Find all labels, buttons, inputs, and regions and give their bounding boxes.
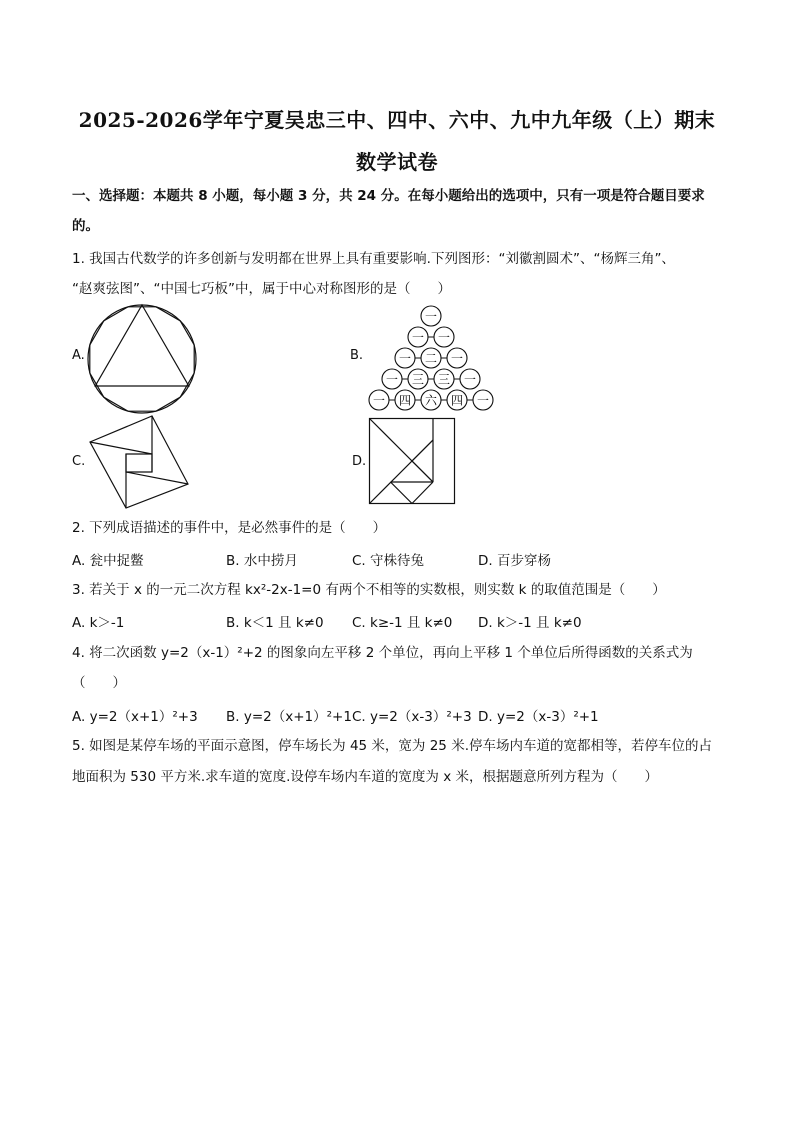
q1-stem-line1: 1. 我国古代数学的许多创新与发明都在世界上具有重要影响.下列图形：“刘徽割圆术”、“杨辉三角”、 (72, 251, 675, 267)
yanghui-node-label: 一 (476, 393, 490, 408)
yanghui-node-label: 一 (463, 372, 477, 387)
yanghui-node-label: 一 (450, 351, 464, 366)
yanghui-node-label: 一 (411, 330, 425, 345)
section1-instructions: 一、选择题：本题共 8 小题，每小题 3 分，共 24 分。在每小题给出的选项中，只有一项是符合题目要求 (72, 188, 705, 204)
yanghui-node-label: 二 (424, 351, 438, 366)
q2-option-c: C. 守株待兔 (352, 553, 425, 569)
q5-stem-line1: 5. 如图是某停车场的平面示意图，停车场长为 45 米，宽为 25 米.停车场内车道的宽都相等，若停车位的占 (72, 738, 712, 754)
yanghui-node-label: 六 (424, 393, 438, 408)
q1-option-c-label: C. (72, 454, 86, 469)
yanghui-node-label: 四 (450, 393, 464, 408)
q1-option-b-label: B. (350, 348, 364, 363)
q2-option-a: A. 瓮中捉鳖 (72, 553, 144, 569)
q1-option-d-label: D. (352, 454, 367, 469)
q3-option-a: A. k＞-1 (72, 615, 125, 631)
section1-instructions-cont: 的。 (72, 218, 99, 234)
yanghui-node-label: 一 (385, 372, 399, 387)
yanghui-figure (366, 305, 496, 413)
q4-option-b: B. y=2（x+1）²+1 (226, 709, 352, 725)
q2-stem: 2. 下列成语描述的事件中，是必然事件的是（ ） (72, 520, 387, 536)
yanghui-node-label: 四 (398, 393, 412, 408)
q2-option-b: B. 水中捞月 (226, 553, 298, 569)
q4-option-a: A. y=2（x+1）²+3 (72, 709, 198, 725)
q3-option-c: C. k≥-1 且 k≠0 (352, 615, 453, 631)
zhaoshuang-figure (88, 414, 190, 510)
yanghui-node-label: 一 (437, 330, 451, 345)
exam-title-line1: 2025-2026学年宁夏吴忠三中、四中、六中、九中九年级（上）期末 (78, 108, 716, 132)
zhaoshuang-outer-square (90, 416, 188, 508)
q4-stem-cont: （ ） (72, 675, 126, 691)
tangram-figure (369, 418, 455, 504)
q4-option-c: C. y=2（x-3）²+3 (352, 709, 472, 725)
q5-stem-line2: 地面积为 530 平方米.求车道的宽度.设停车场内车道的宽度为 x 米，根据题意所列方程为（ ） (72, 769, 659, 785)
q3-option-d: D. k＞-1 且 k≠0 (478, 615, 582, 631)
yanghui-node-label: 一 (424, 309, 438, 324)
q4-stem: 4. 将二次函数 y=2（x-1）²+2 的图象向左平移 2 个单位，再向上平移 1 个单位后所得函数的关系式为 (72, 645, 693, 661)
q2-option-d: D. 百步穿杨 (478, 553, 551, 569)
q1-stem-line2: “赵爽弦图”、“中国七巧板”中，属于中心对称图形的是（ ） (72, 281, 451, 297)
q3-option-b: B. k＜1 且 k≠0 (226, 615, 324, 631)
q4-option-d: D. y=2（x-3）²+1 (478, 709, 599, 725)
yanghui-node-label: 一 (372, 393, 386, 408)
q3-stem: 3. 若关于 x 的一元二次方程 kx²-2x-1=0 有两个不相等的实数根，则实数 k 的取值范围是（ ） (72, 582, 666, 598)
liuhui-polygon (90, 307, 194, 411)
zhaoshuang-inner-square (126, 454, 152, 472)
liuhui-figure (86, 303, 198, 415)
exam-title-line2: 数学试卷 (356, 150, 438, 174)
yanghui-node-label: 三 (411, 372, 425, 387)
yanghui-node-label: 三 (437, 372, 451, 387)
yanghui-node-label: 一 (398, 351, 412, 366)
q1-option-a-label: A. (72, 348, 85, 363)
